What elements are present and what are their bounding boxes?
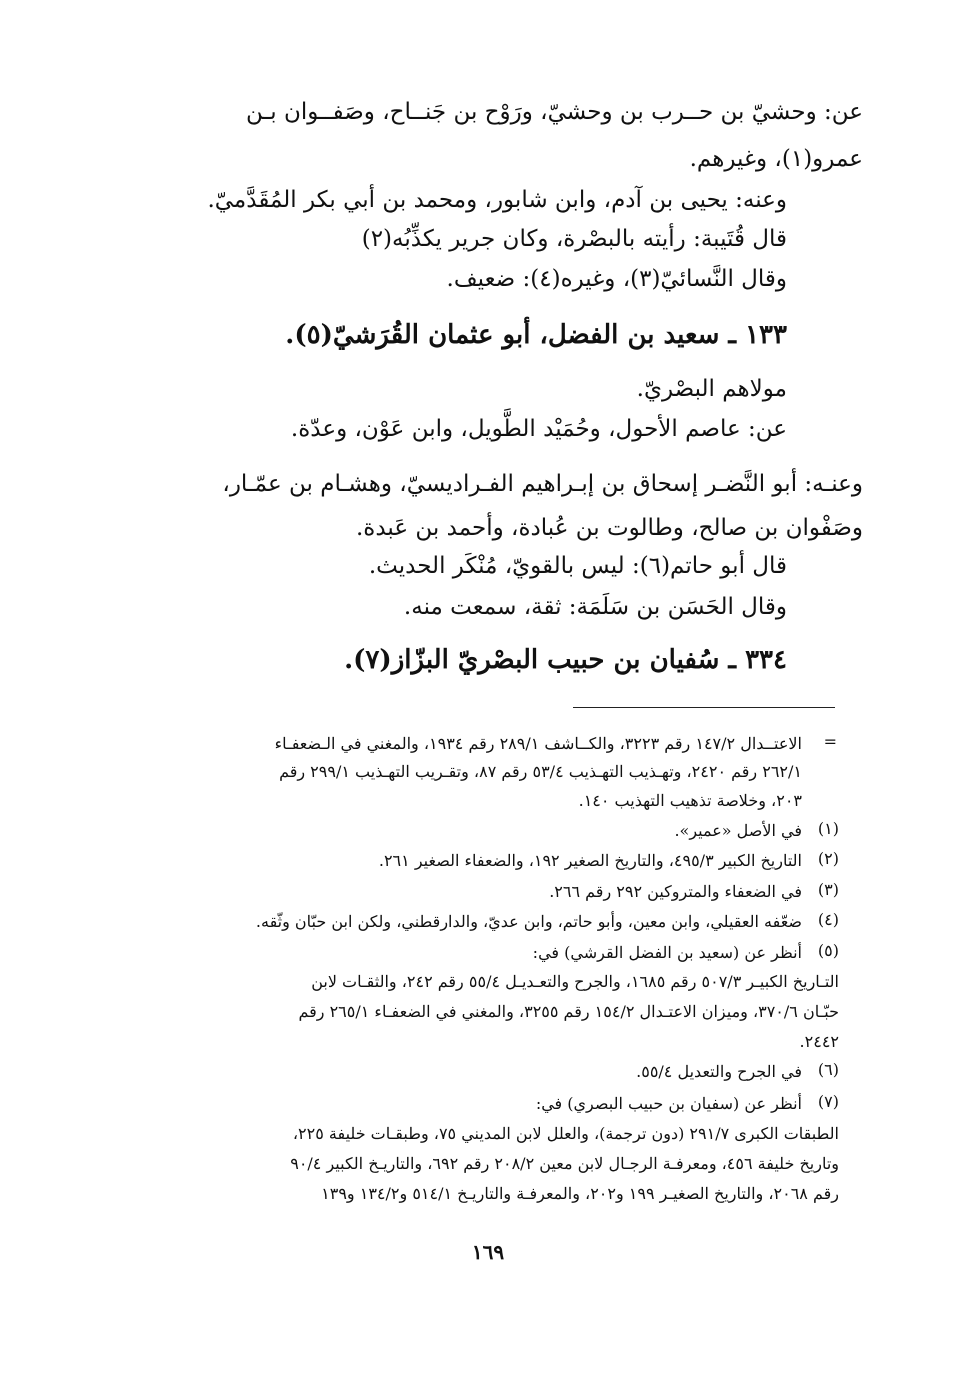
entry-heading-133: ١٣٣ ـ سعيد بن الفضل، أبو عثمان القُرَشيّ(٥). [285,320,787,350]
body-line-5: وقال النَّسائيّ(٣)، وغيره(٤): ضعيف. [446,266,787,292]
footnote-line: في الجرح والتعديل ٥٥/٤. [636,1062,802,1081]
footnote-line: ٢٤٤٢. [799,1032,839,1051]
page-number: ١٦٩ [471,1240,505,1264]
footnote-line: وتاريخ خليفة ٤٥٦، ومعرفـة الرجـال لابن معين ٢٠٨/٢ رقم ٦٩٢، والتاريـخ الكبير ٩٠/٤ [290,1154,839,1173]
footnote-mark-2: (٢) [817,849,839,868]
body-line-3: وعنه: يحيى بن آدم، وابن شابور، ومحمد بن أبي بكر المُقَدَّميّ. [207,187,787,213]
footnote-mark-4: (٤) [817,910,839,929]
footnote-line: ضعّفه العقيلي، وابن معين، وأبو حاتم، وابن عديّ، والدارقطني، ولكن ابن حبّان وثّقه. [255,912,802,931]
footnote-line: ٢٠٣، وخلاصة تذهيب التهذيب ١٤٠. [578,791,802,810]
entry-heading-334: ٣٣٤ ـ سُفيان بن حبيب البصْريّ البزّاز(٧). [344,645,787,675]
footnote-line: ٢٦٢/١ رقم ٢٤٢٠، وتهـذيب التهـذيب ٥٣/٤ رقم ٨٧، وتقـريب التهـذيب ٢٩٩/١ رقم [279,762,802,781]
footnote-line: حبّـان ٣٧٠/٦، وميزان الاعتـدال ١٥٤/٢ رقم ٣٢٥٥، والمغني في الضعفـاء ٢٦٥/١ رقم [298,1002,839,1021]
footnote-line: في الضعفاء والمتروكين ٢٩٢ رقم ٢٦٦. [549,882,802,901]
footnote-line: في الأصل «عمير». [674,821,802,840]
body-line-9: وعنـه: أبو النَّضـر إسحاق بن إبـراهيم الفـراديسيّ، وهشـام بن عمّـار، [222,471,863,497]
footnote-mark-3: (٣) [817,880,839,899]
body-line-1: عن: وحشيّ بن حــرب بن وحشيّ، ورَوْح بن جَنــاح، وصَفــوان بـن [246,99,863,125]
body-line-12: وقال الحَسَن بن سَلَمَة: ثقة، سمعت منه. [403,594,787,620]
footnote-line: رقم ٢٠٦٨، والتاريخ الصغيـر ١٩٩ و٢٠٢، والمعرفـة والتاريـخ ٥١٤/١ و١٣٤/٢ و١٣٩ [321,1184,839,1203]
footnote-mark-continuation: = [823,732,837,751]
footnote-line: أنظر عن (سعيد بن الفضل القرشي) في: [532,943,802,962]
footnote-mark-5: (٥) [817,941,839,960]
footnote-mark-1: (١) [817,819,839,838]
footnote-separator [573,707,835,708]
body-line-8: عن: عاصم الأحول، وحُمَيْد الطَّويل، وابن عَوْن، وعدّة. [290,416,787,442]
body-line-11: قال أبو حاتم(٦): ليس بالقويّ، مُنْكَر الحديث. [368,553,787,579]
footnote-line: التـاريخ الكبيـر ٥٠٧/٣ رقم ١٦٨٥، والجرح والتعـديـل ٥٥/٤ رقم ٢٤٢، والثقـات لابن [311,972,839,991]
body-line-7: مولاهم البصْريّ. [636,376,787,402]
body-line-2: عمرو(١)، وغيرهم. [689,146,863,172]
footnote-line: التاريخ الكبير ٤٩٥/٣، والتاريخ الصغير ١٩٢، والضعفاء الصغير ٢٦١. [378,851,802,870]
footnote-mark-6: (٦) [817,1060,839,1079]
footnote-line: الطبقات الكبرى ٢٩١/٧ (دون ترجمة)، والعلل لابن المديني ٧٥، وطبقـات خليفة ٢٢٥، [292,1124,839,1143]
footnote-line: الاعتــدال ١٤٧/٢ رقم ٣٢٢٣، والكــاشف ٢٨٩/١ رقم ١٩٣٤، والمغني في الـضعفـاء [274,734,802,753]
body-line-4: قال قُتَيبة: رأيته بالبصْرة، وكان جرير يكذِّبُه(٢) [361,226,787,252]
footnote-line: أنظر عن (سفيان بن حبيب البصري) في: [535,1094,802,1113]
footnote-mark-7: (٧) [817,1092,839,1111]
body-line-10: وصَفْوان بن صالح، وطالوت بن عُبادة، وأحمد بن عَبدة. [356,515,863,541]
